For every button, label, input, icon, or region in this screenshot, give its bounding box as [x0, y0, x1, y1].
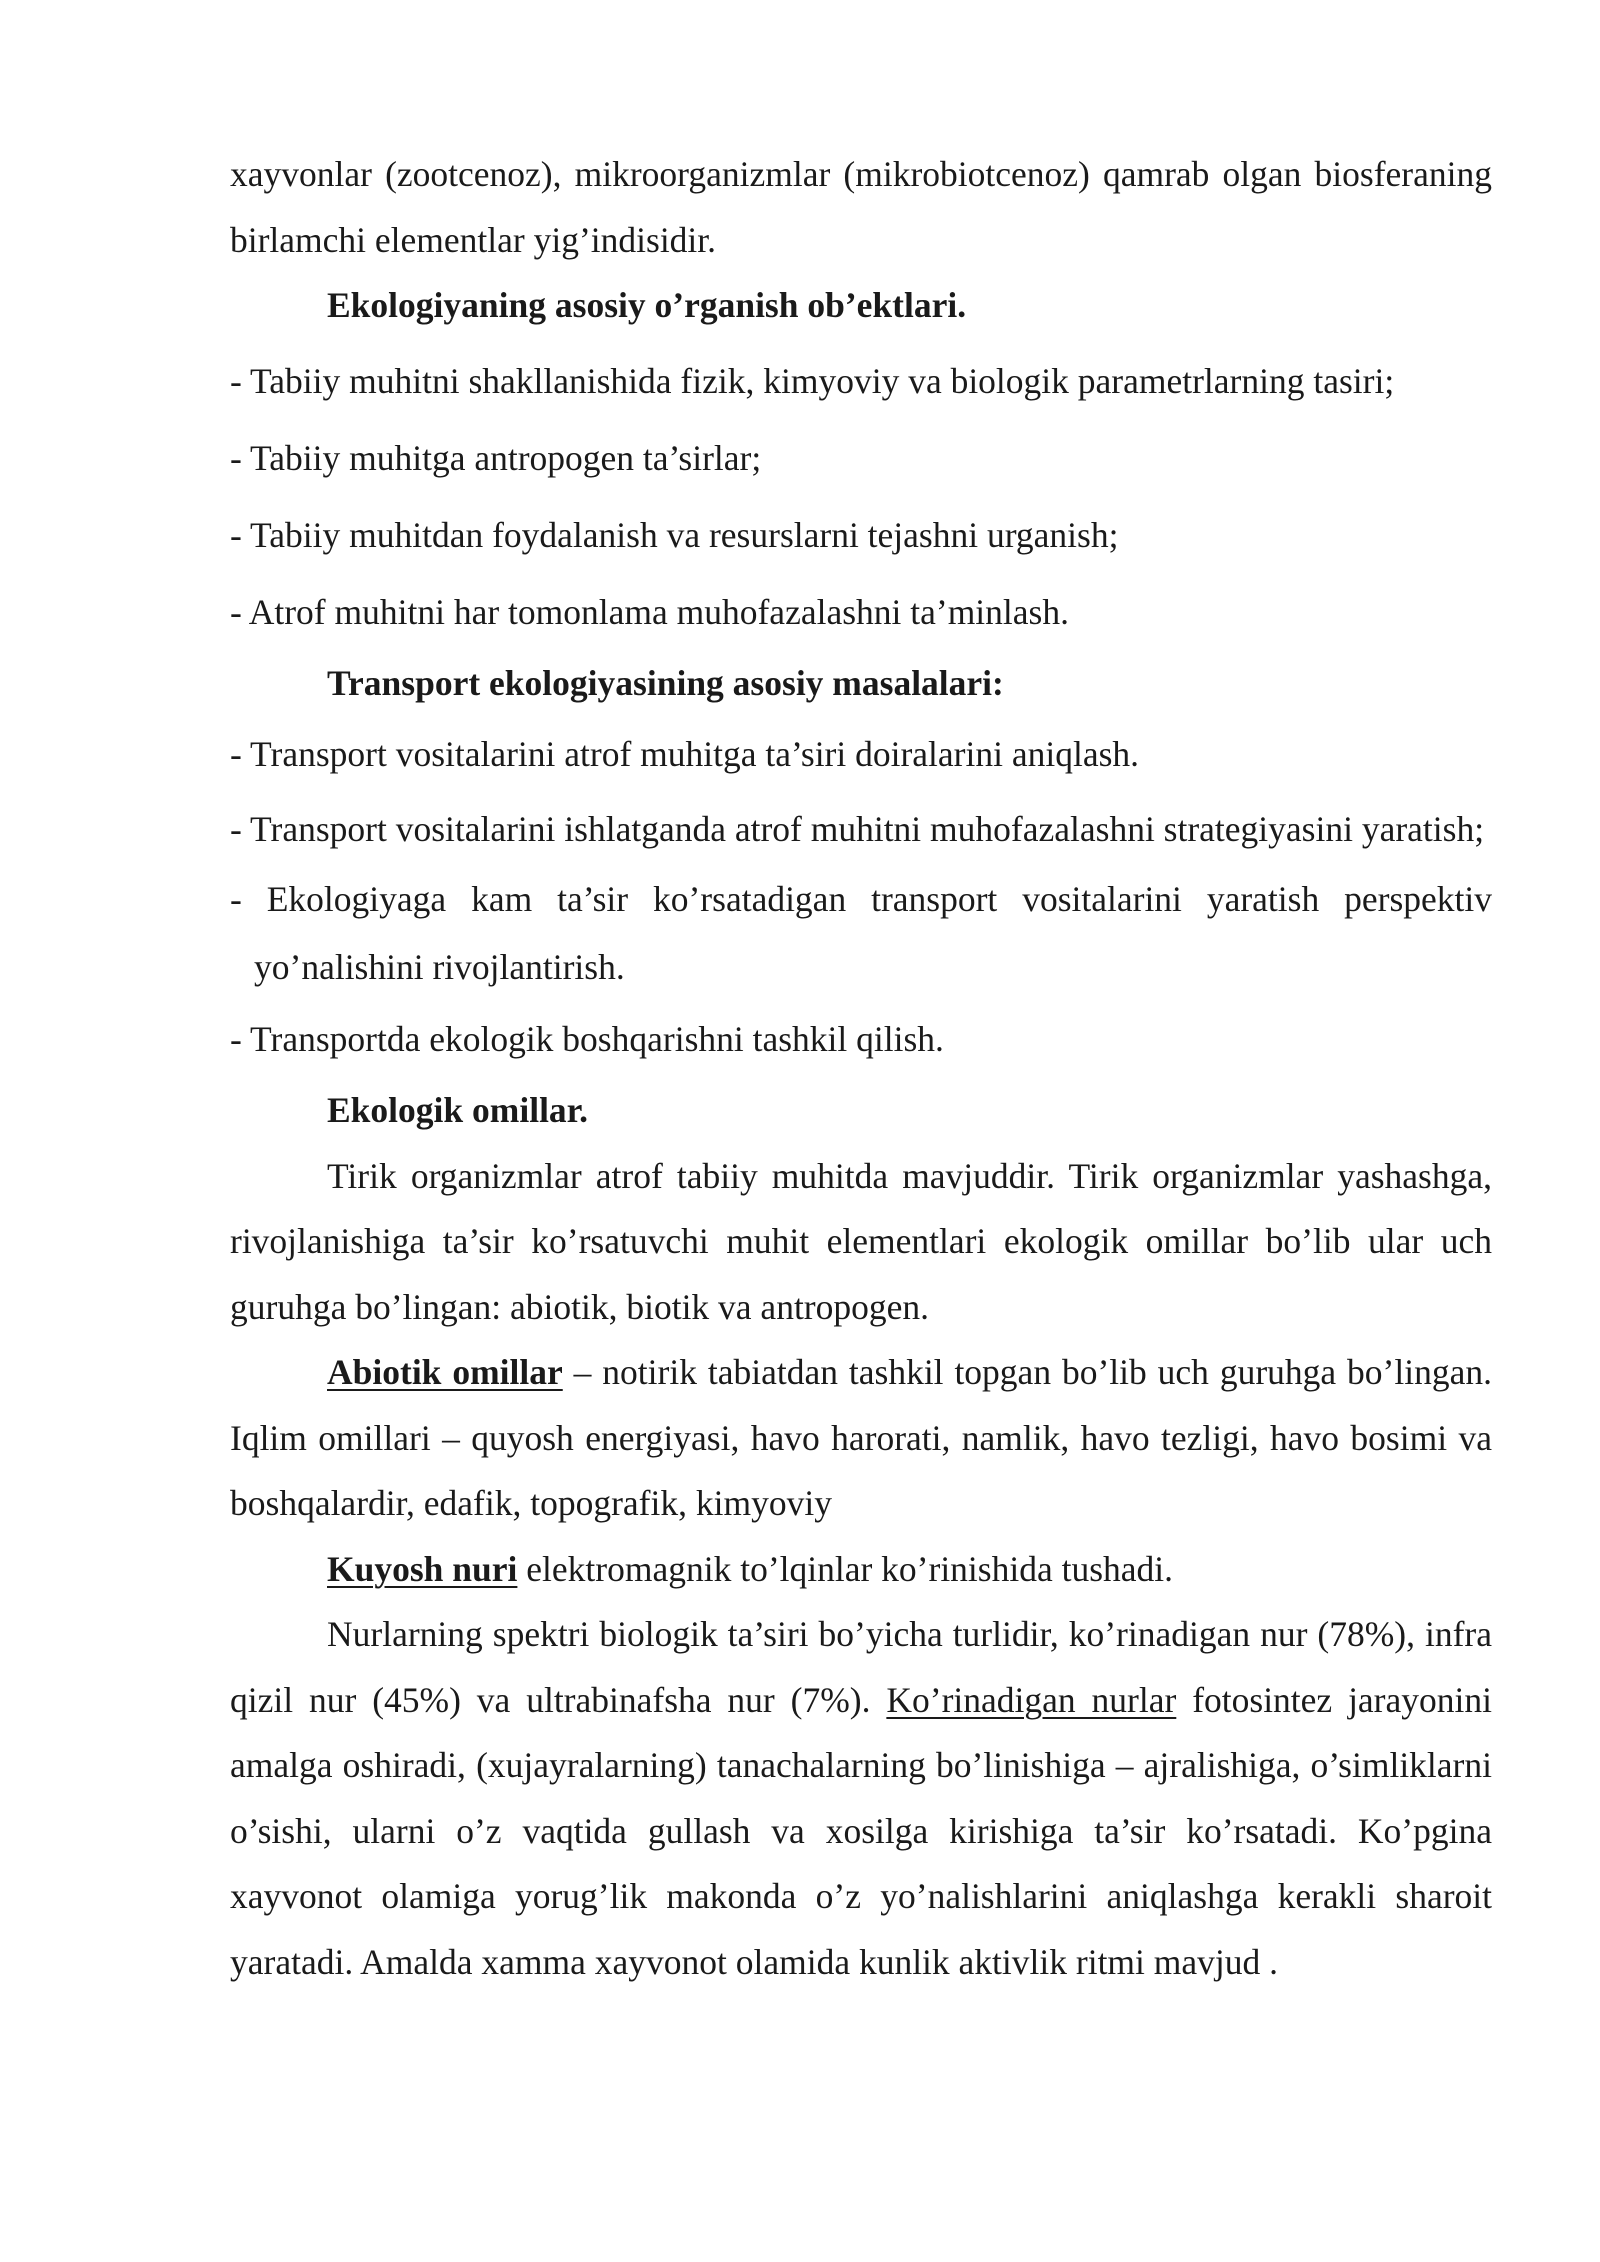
section-heading-factors: Ekologik omillar.: [327, 1090, 589, 1130]
list-item: - Atrof muhitni har tomonlama muhofazalashni ta’minlash.: [230, 591, 1069, 632]
list-item: - Transport vositalarini atrof muhitga ta’siri doiralarini aniqlash.: [230, 734, 1140, 774]
list-item: - Ekologiyaga kam ta’sir ko’rsatadigan transport vositalarini yaratish perspektiv yo’nalishini rivojlantirish.: [230, 879, 1492, 987]
list-item: - Tabiiy muhitdan foydalanish va resurslarni tejashni urganish;: [230, 514, 1119, 555]
sunlight-text: elektromagnik to’lqinlar ko’rinishida tushadi.: [517, 1548, 1174, 1589]
abiotic-text: – notirik tabiatdan tashkil topgan bo’lib uch guruhga bo’lingan. Iqlim omillari – quyosh energiyasi, havo harorati, namlik, havo tezligi, havo bosimi va boshqalardir, edafik, topografik, kimyoviy: [230, 1352, 1492, 1523]
section-heading-transport: Transport ekologiyasining asosiy masalalari:: [327, 662, 1004, 703]
document-page: [230, 142, 1492, 1995]
sunlight-paragraph: [230, 1537, 1492, 1603]
sunlight-term: Kuyosh nuri: [327, 1548, 518, 1589]
factors-paragraph: Tirik organizmlar atrof tabiiy muhitda mavjuddir. Tirik organizmlar yashashga, rivojlanishiga ta’sir ko’rsatuvchi muhit elementlari ekologik omillar bo’lib ular uch guruhga bo’lingan: abiotik, biotik va antropogen.: [230, 1155, 1492, 1327]
spectrum-text-1: Nurlarning spektri biologik ta’siri bo’yicha turlidir, ko’rinadigan nur (78%), infra qizil nur (45%) va ultrabinafsha nur (7%).: [230, 1614, 1492, 1720]
abiotic-paragraph: [230, 1340, 1492, 1537]
spectrum-text-2: fotosintez jarayonini amalga oshiradi, (xujayralarning) tanachalarning bo’linishiga – ajralishiga, o’simliklarni o’sishi, ularni o’z vaqtida gullash va xosilga kirishiga ta’sir ko’rsatadi. Ko’pgina xayvonot olamiga yorug’lik makonda o’z yo’nalishlarini aniqlashga kerakli sharoit yaratadi. Amalda xamma xayvonot olamida kunlik aktivlik ritmi mavjud .: [230, 1679, 1492, 1982]
abiotic-term: Abiotik omillar: [327, 1352, 563, 1392]
section-heading-objects: Ekologiyaning asosiy o’rganish ob’ektlari.: [327, 285, 967, 325]
list-item: - Transportda ekologik boshqarishni tashkil qilish.: [230, 1019, 944, 1059]
list-item: - Tabiiy muhitga antropogen ta’sirlar;: [230, 437, 762, 478]
visible-rays-term: Ko’rinadigan nurlar: [886, 1679, 1177, 1720]
spectrum-paragraph: [230, 1602, 1492, 1995]
intro-paragraph: xayvonlar (zootcenoz), mikroorganizmlar (mikrobiotcenoz) qamrab olgan biosferaning birlamchi elementlar yig’indisidir.: [230, 154, 1492, 260]
list-item: - Tabiiy muhitni shakllanishida fizik, kimyoviy va biologik parametrlarning tasiri;: [230, 360, 1395, 401]
list-item: - Transport vositalarini ishlatganda atrof muhitni muhofazalashni strategiyasini yaratish;: [230, 809, 1485, 849]
